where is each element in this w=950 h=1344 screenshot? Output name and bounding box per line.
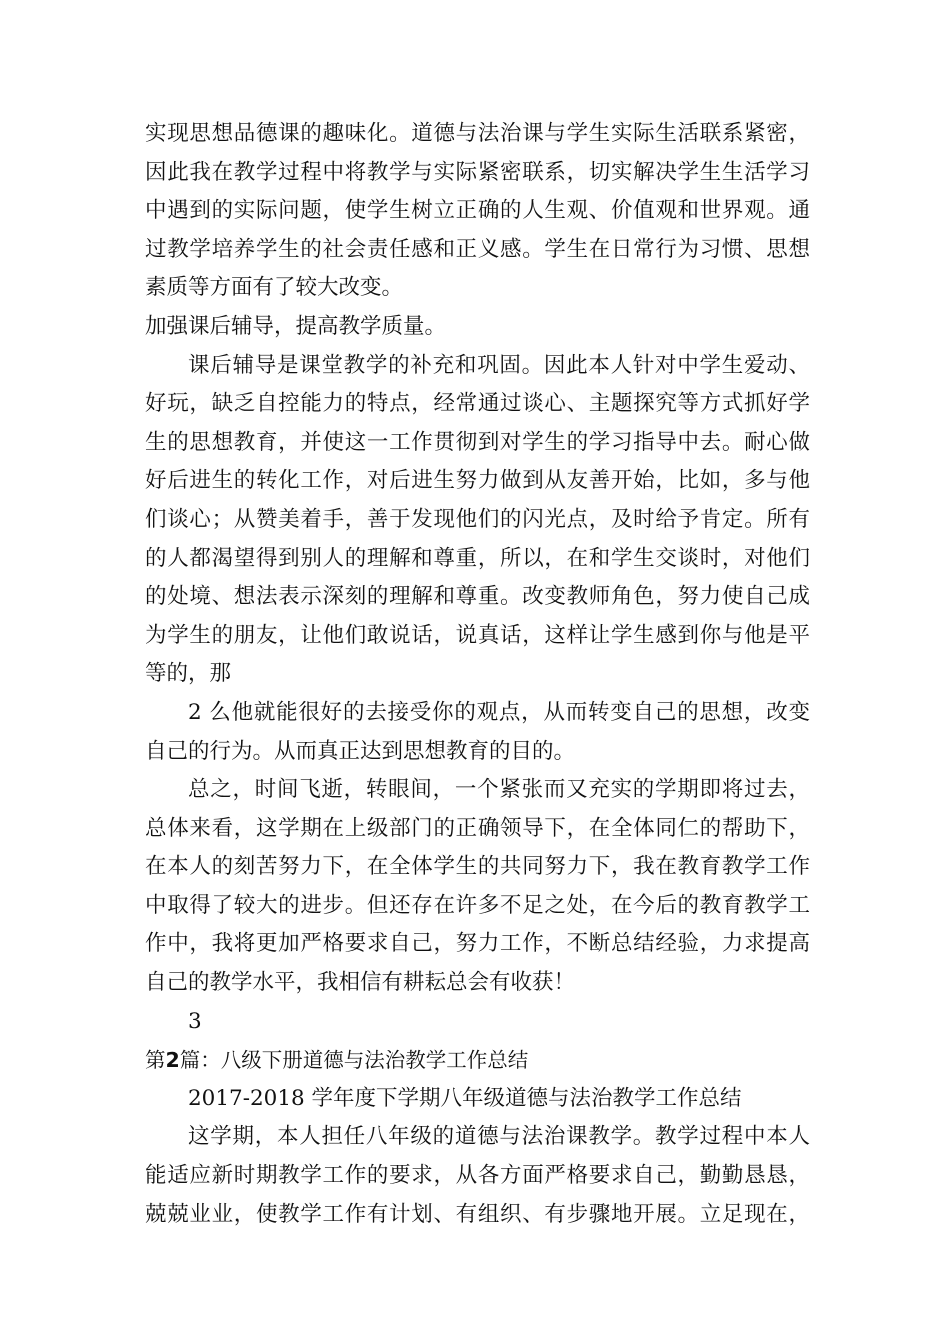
text-line: 等的，那 <box>145 661 232 687</box>
heading-prefix: 第 <box>145 1048 166 1073</box>
text-line: 们谈心；从赞美着手，善于发现他们的闪光点，及时给予肯定。所有 <box>145 506 810 532</box>
text-line: 总之，时间飞逝，转眼间，一个紧张而又充实的学期即将过去， <box>188 777 810 803</box>
text-line: 的人都渴望得到别人的理解和尊重，所以，在和学生交谈时，对他们 <box>145 545 810 571</box>
text-line: 在本人的刻苦努力下，在全体学生的共同努力下，我在教育教学工作 <box>145 854 810 880</box>
text-line: 兢兢业业，使教学工作有计划、有组织、有步骤地开展。立足现在， <box>145 1201 810 1227</box>
text-line: 这学期，本人担任八年级的道德与法治课教学。教学过程中本人 <box>188 1124 810 1150</box>
text-line: 好玩，缺乏自控能力的特点，经常通过谈心、主题探究等方式抓好学 <box>145 391 810 417</box>
text-line: 2 么他就能很好的去接受你的观点，从而转变自己的思想，改变 <box>188 699 810 725</box>
text-line: 自己的教学水平，我相信有耕耘总会有收获！ <box>145 970 576 996</box>
text-line: 总体来看，这学期在上级部门的正确领导下，在全体同仁的帮助下， <box>145 815 810 841</box>
text-line: 的处境、想法表示深刻的理解和尊重。改变教师角色，努力使自己成 <box>145 584 810 610</box>
article-subtitle: 2017-2018 学年度下学期八年级道德与法治教学工作总结 <box>188 1085 742 1111</box>
text-line: 自己的行为。从而真正达到思想教育的目的。 <box>145 738 576 764</box>
paragraph-tutoring <box>145 347 810 694</box>
text-line: 因此我在教学过程中将教学与实际紧密联系，切实解决学生生活学习 <box>145 159 810 185</box>
paragraph-article-intro <box>145 1118 810 1234</box>
text-line: 为学生的朋友，让他们敢说话，说真话，这样让学生感到你与他是平 <box>145 622 810 648</box>
text-line: 实现思想品德课的趣味化。道德与法治课与学生实际生活联系紧密， <box>145 121 810 146</box>
document-page <box>145 115 810 1234</box>
heading-number: 2 <box>165 1048 180 1073</box>
section-title: 加强课后辅导，提高教学质量。 <box>145 313 447 339</box>
text-line: 好后进生的转化工作，对后进生努力做到从友善开始，比如，多与他 <box>145 468 810 494</box>
text-line: 中遇到的实际问题，使学生树立正确的人生观、价值观和世界观。通 <box>145 198 810 224</box>
paragraph-continuation <box>145 694 810 771</box>
article-heading <box>145 1041 810 1080</box>
text-line: 生的思想教育，并使这一工作贯彻到对学生的学习指导中去。耐心做 <box>145 429 810 455</box>
paragraph-interest <box>145 115 810 308</box>
text-line: 作中，我将更加严格要求自己，努力工作，不断总结经验，力求提高 <box>145 931 810 957</box>
text-line: 能适应新时期教学工作的要求，从各方面严格要求自己，勤勤恳恳， <box>145 1163 810 1189</box>
heading-suffix: 篇：八级下册道德与法治教学工作总结 <box>179 1048 529 1073</box>
text-line: 素质等方面有了较大改变。 <box>145 275 404 301</box>
text-line: 中取得了较大的进步。但还存在许多不足之处，在今后的教育教学工 <box>145 892 810 918</box>
paragraph-conclusion <box>145 771 810 1003</box>
page-number: 3 <box>188 1008 202 1034</box>
text-line: 过教学培养学生的社会责任感和正义感。学生在日常行为习惯、思想 <box>145 236 810 262</box>
text-line: 课后辅导是课堂教学的补充和巩固。因此本人针对中学生爱动、 <box>188 352 810 378</box>
